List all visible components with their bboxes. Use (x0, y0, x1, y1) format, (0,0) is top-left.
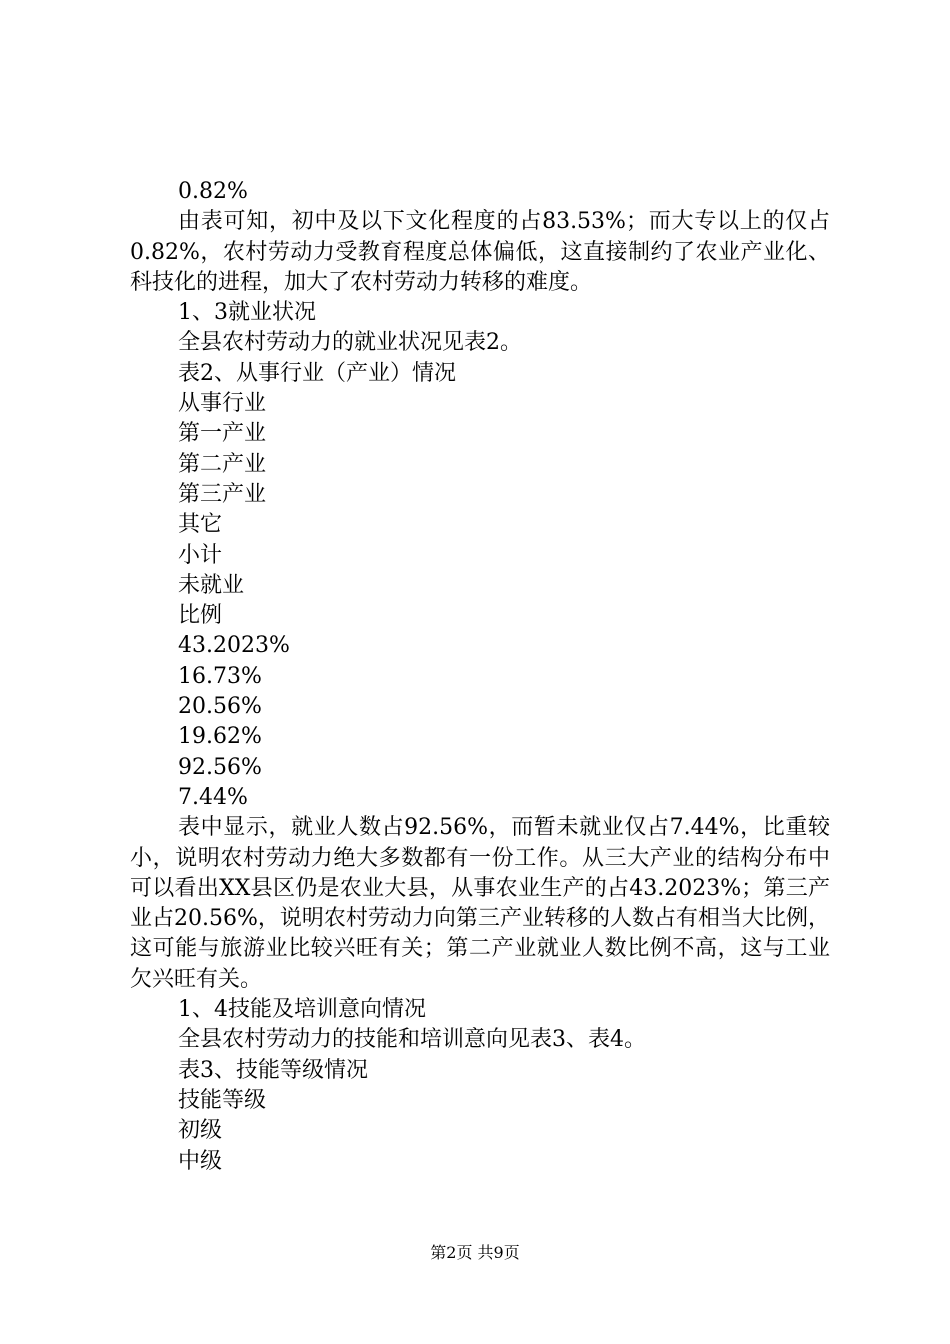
table-2-row-label: 第一产业 (178, 421, 267, 447)
table-2-value: 43.2023% (178, 633, 290, 659)
table-2-row-label: 小计 (178, 542, 223, 568)
table-value-line: 0.82% (178, 179, 248, 204)
section-heading-skills: 1、4技能及培训意向情况 (178, 997, 426, 1023)
table-3-header: 技能等级 (178, 1087, 267, 1113)
table-2-row-label: 未就业 (178, 572, 245, 598)
table-3-row-label: 初级 (178, 1118, 223, 1144)
table-2-row-label: 第三产业 (178, 481, 267, 507)
table-2-header: 从事行业 (178, 391, 267, 417)
table-2-row-label: 其它 (178, 512, 223, 538)
paragraph-education-summary: 由表可知，初中及以下文化程度的占83.53%；而大专以上的仅占0.82%，农村劳动力受教育程度总体偏低，这直接制约了农业产业化、科技化的进程，加大了农村劳动力转移的难度。 (130, 209, 830, 295)
table-2-value: 7.44% (178, 784, 248, 810)
table-2-value: 92.56% (178, 754, 262, 780)
table-2-caption: 表2、从事行业（产业）情况 (178, 360, 456, 386)
page-footer (0, 1243, 950, 1263)
table-2-value: 16.73% (178, 663, 262, 689)
section-intro-employment: 全县农村劳动力的就业状况见表2。 (178, 330, 522, 356)
table-2-value-header: 比例 (178, 603, 223, 629)
table-2-value: 19.62% (178, 724, 262, 750)
document-body (130, 177, 830, 1177)
table-3-caption: 表3、技能等级情况 (178, 1057, 368, 1083)
section-intro-skills: 全县农村劳动力的技能和培训意向见表3、表4。 (178, 1027, 646, 1053)
table-2-row-label: 第二产业 (178, 451, 267, 477)
page-number: 第2页 共9页 (430, 1243, 520, 1262)
section-heading-employment: 1、3就业状况 (178, 300, 316, 326)
paragraph-employment-analysis: 表中显示，就业人数占92.56%，而暂未就业仅占7.44%，比重较小，说明农村劳动力绝大多数都有一份工作。从三大产业的结构分布中可以看出XX县区仍是农业大县，从事农业生产的占43.2023%；第三产业占20.56%，说明农村劳动力向第三产业转移的人数占有相当大比例，这可能与旅游业比较兴旺有关；第二产业就业人数比例不高，这与工业欠兴旺有关。 (130, 815, 830, 992)
table-3-row-label: 中级 (178, 1148, 223, 1174)
table-2-value: 20.56% (178, 694, 262, 720)
